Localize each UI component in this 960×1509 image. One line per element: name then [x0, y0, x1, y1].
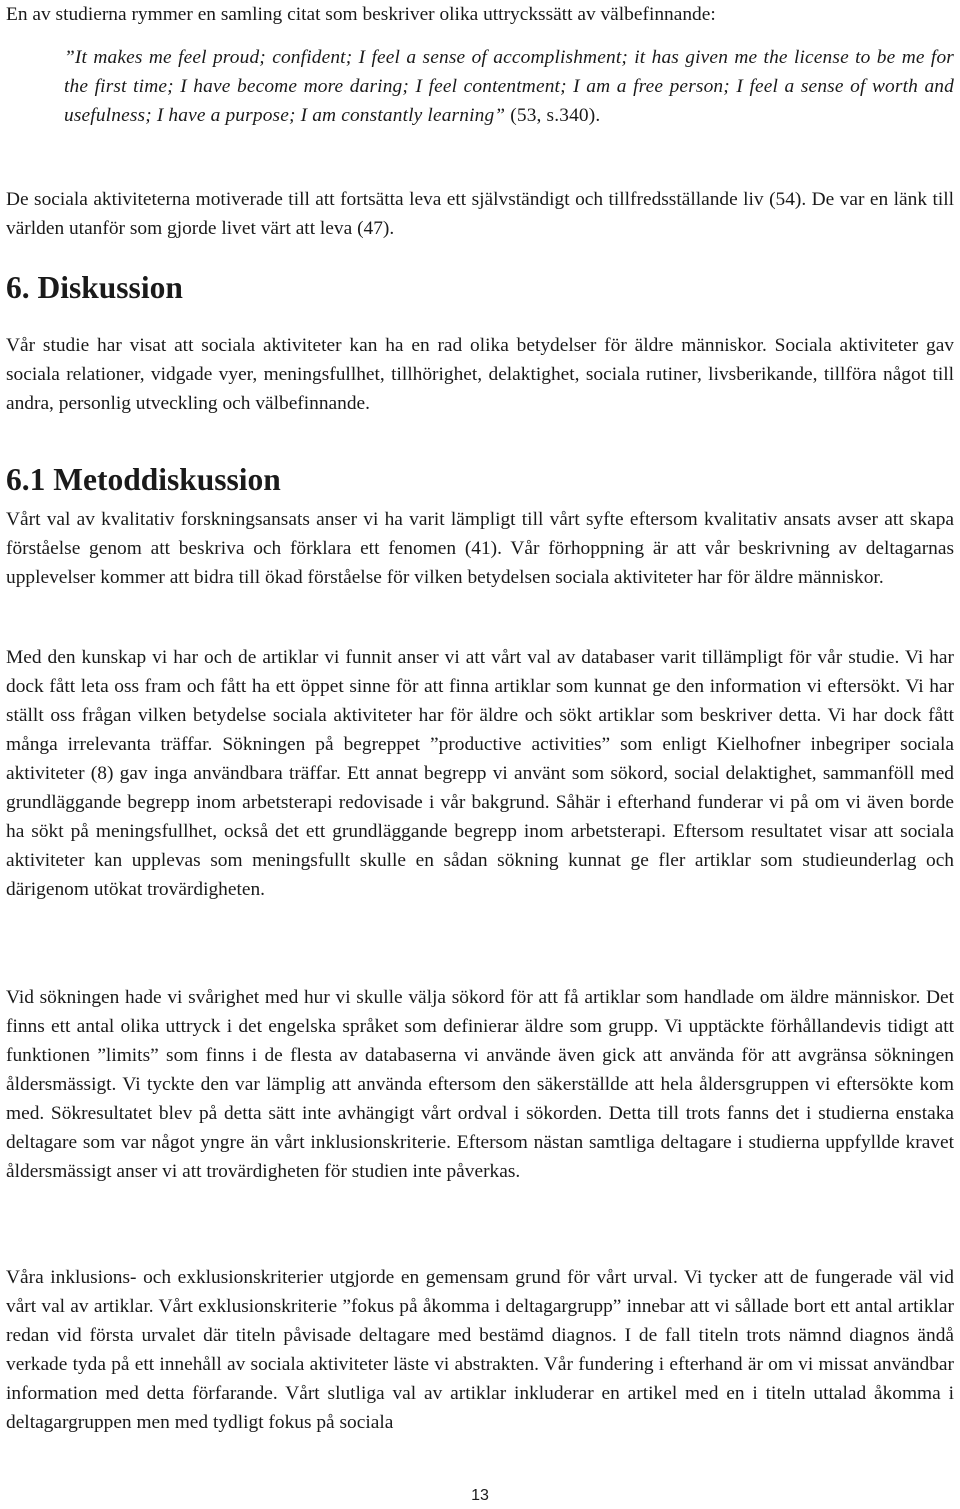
quote-text: ”It makes me feel proud; confident; I feel a sense of accomplishment; it has given me the license to be me for the first time; I have become more daring; I feel contentment; I am a free person; I feel a sense of worth and usefulness; I have a purpose; I am constantly learning” [64, 47, 954, 126]
section-heading-metoddiskussion: 6.1 Metoddiskussion [6, 462, 281, 497]
paragraph-metod-2: Med den kunskap vi har och de artiklar vi funnit anser vi att vårt val av databaser varit tillämpligt för vår studie. Vi har dock fått leta oss fram och fått ha ett öppet sinne för att finna artiklar som kunnat ge den information vi eftersökt. Vi har ställt oss frågan vilken betydelse sociala aktiviteter har för äldre och sökt artiklar som beskriver detta. Vi har dock fått många irrelevanta träffar. Sökningen på begreppet ”productive activities” som enligt Kielhofner inbegriper sociala aktiviteter (8) gav inga användbara träffar. Ett annat begrepp vi använt som sökord, social delaktighet, sammanföll med grundläggande begrepp inom arbetsterapi redovisade i vår bakgrund. Såhär i efterhand funderar vi på om vi även borde ha sökt på meningsfullhet, också det ett grundläggande begrepp inom arbetsterapi. Eftersom resultatet visar att sociala aktiviteter kan upplevas som meningsfullt skulle en sådan sökning kunnat ge fler artiklar som studieunderlag och därigenom utökat trovärdigheten. [6, 647, 954, 900]
intro-line: En av studierna rymmer en samling citat som beskriver olika uttryckssätt av välbefinnande: [6, 4, 716, 25]
paragraph-motivation: De sociala aktiviteterna motiverade till att fortsätta leva ett självständigt och tillfredsställande liv (54). De var en länk till världen utanför som gjorde livet värt att leva (47). [6, 189, 954, 239]
quote-citation: (53, s.340). [505, 105, 601, 126]
page-number: 13 [471, 1487, 489, 1504]
paragraph-metod-3: Vid sökningen hade vi svårighet med hur vi skulle välja sökord för att få artiklar som handlade om äldre människor. Det finns ett antal olika uttryck i det engelska språket som definierar äldre som grupp. Vi upptäckte förhållandevis tidigt att funktionen ”limits” som finns i de flesta av databaserna vi använde även gick att använda för att avgränsa sökningen åldersmässigt. Vi tyckte den var lämplig att använda eftersom den säkerställde att hela åldersgruppen vi eftersökte kom med. Sökresultatet blev på detta sätt inte avhängigt vårt ordval i sökorden. Detta till trots fanns det i studierna enstaka deltagare som var något yngre än vårt inklusionskriterie. Eftersom nästan samtliga deltagare i studierna uppfyllde kravet åldersmässigt anser vi att trovärdigheten för studien inte påverkas. [6, 987, 954, 1182]
block-quote [64, 43, 954, 130]
section-heading-diskussion: 6. Diskussion [6, 270, 183, 305]
document-page [6, 0, 954, 1509]
paragraph-metod-4: Våra inklusions- och exklusionskriterier utgjorde en gemensam grund för vårt urval. Vi tycker att de fungerade väl vid vårt val av artiklar. Vårt exklusionskriterie ”fokus på åkomma i deltagargrupp” innebar att vi sållade bort ett antal artiklar redan vid första urvalet där titeln påvisade deltagare med bestämd diagnos. I de fall titeln trots nämnd diagnos ändå verkade tyda på ett innehåll av sociala aktiviteter läste vi abstrakten. Vår fundering i efterhand är om vi missat användbar information med detta förfarande. Vårt slutliga val av artiklar inkluderar en artikel med en i titeln uttalad åkomma i deltagargruppen men med tydligt fokus på sociala [6, 1267, 954, 1433]
paragraph-diskussion: Vår studie har visat att sociala aktiviteter kan ha en rad olika betydelser för äldre människor. Sociala aktiviteter gav sociala relationer, vidgade vyer, meningsfullhet, tillhörighet, delaktighet, sociala rutiner, livsberikande, tillföra något till andra, personlig utveckling och välbefinnande. [6, 335, 954, 414]
paragraph-metod-1: Vårt val av kvalitativ forskningsansats anser vi ha varit lämpligt till vårt syfte eftersom kvalitativ ansats avser att skapa förståelse genom att beskriva och förklara ett fenomen (41). Vår förhoppning är att vår beskrivning av deltagarnas upplevelser kommer att bidra till ökad förståelse för vilken betydelsen sociala aktiviteter har för äldre människor. [6, 509, 954, 588]
